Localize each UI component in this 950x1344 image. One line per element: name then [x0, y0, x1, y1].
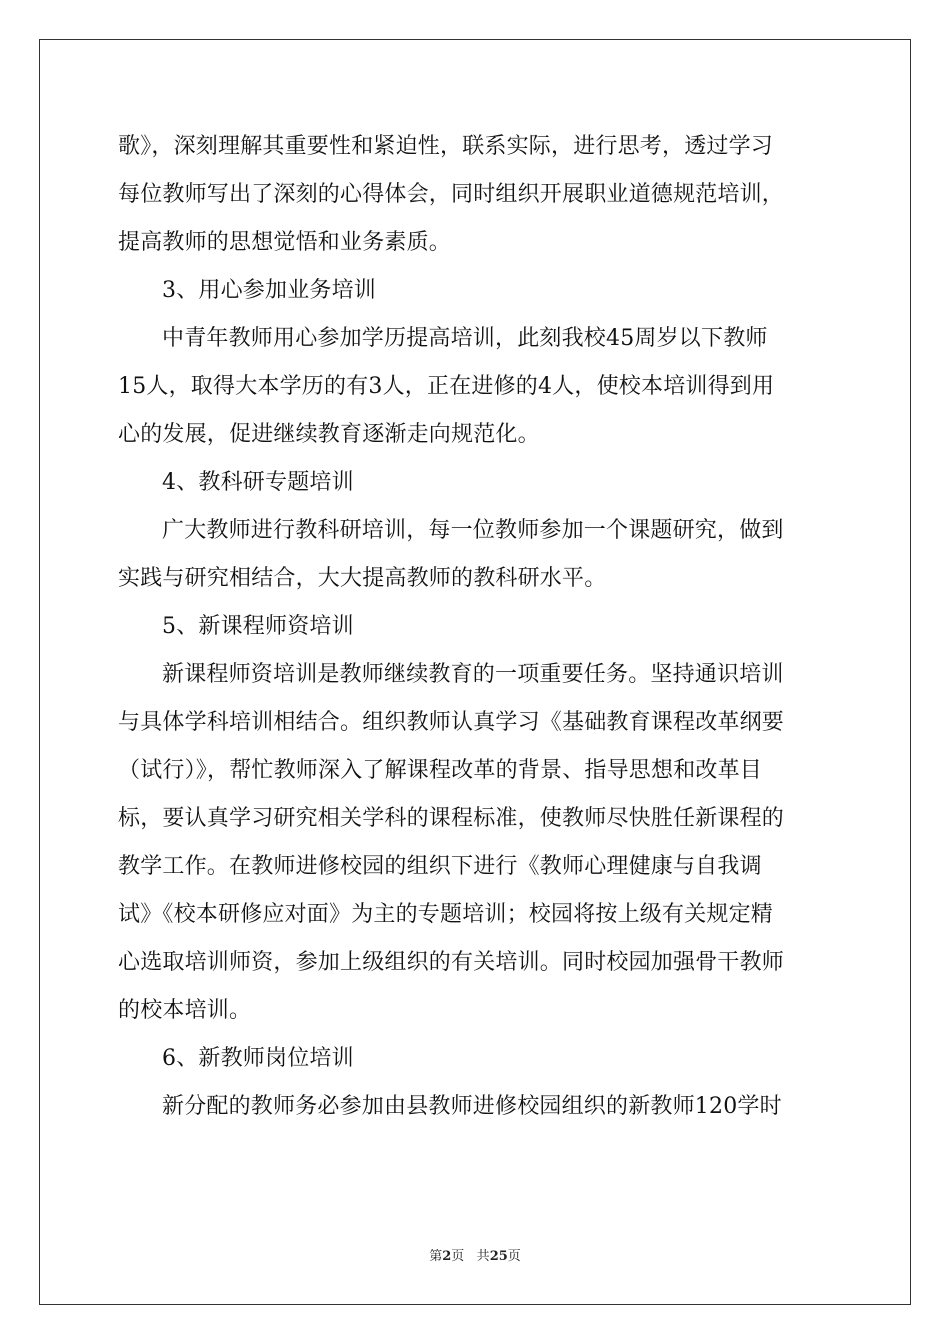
paragraph-line: 教学工作。在教师进修校园的组织下进行《教师心理健康与自我调	[118, 854, 762, 879]
paragraph-line: 15人，取得大本学历的有3人，正在进修的4人，使校本培训得到用	[118, 374, 775, 399]
paragraph-line: 心选取培训师资，参加上级组织的有关培训。同时校园加强骨干教师	[118, 950, 785, 975]
document-body	[118, 123, 832, 1131]
section-heading: 5、新课程师资培训	[162, 614, 354, 639]
footer-total-prefix: 共	[476, 1249, 490, 1264]
paragraph-line: 中青年教师用心参加学历提高培训，此刻我校45周岁以下教师	[162, 326, 768, 351]
footer-prefix: 第	[429, 1249, 443, 1264]
footer-total-pages: 25	[489, 1249, 508, 1264]
section-heading: 6、新教师岗位培训	[162, 1046, 354, 1071]
paragraph-line: 试》《校本研修应对面》为主的专题培训；校园将按上级有关规定精	[118, 902, 774, 927]
footer-page-number: 2	[442, 1249, 452, 1264]
paragraph-line: （试行）》，帮忙教师深入了解课程改革的背景、指导思想和改革目	[118, 758, 763, 783]
page-footer	[0, 1248, 950, 1266]
section-heading: 3、用心参加业务培训	[162, 278, 376, 303]
paragraph-line: 与具体学科培训相结合。组织教师认真学习《基础教育课程改革纲要	[118, 710, 785, 735]
paragraph-line: 提高教师的思想觉悟和业务素质。	[118, 230, 452, 255]
footer-total-unit: 页	[507, 1249, 521, 1264]
paragraph-line: 新课程师资培训是教师继续教育的一项重要任务。坚持通识培训	[162, 662, 784, 687]
paragraph-line: 新分配的教师务必参加由县教师进修校园组织的新教师120学时	[162, 1094, 782, 1119]
paragraph-line: 标，要认真学习研究相关学科的课程标准，使教师尽快胜任新课程的	[118, 806, 785, 831]
section-heading: 4、教科研专题培训	[162, 470, 354, 495]
paragraph-line: 广大教师进行教科研培训，每一位教师参加一个课题研究，做到	[162, 518, 784, 543]
footer-page-unit: 页	[451, 1249, 465, 1264]
paragraph-line: 的校本培训。	[118, 998, 252, 1023]
paragraph-line: 实践与研究相结合，大大提高教师的教科研水平。	[118, 566, 607, 591]
paragraph-line: 歌》，深刻理解其重要性和紧迫性，联系实际，进行思考，透过学习	[118, 134, 774, 159]
paragraph-line: 每位教师写出了深刻的心得体会，同时组织开展职业道德规范培训，	[118, 182, 785, 207]
paragraph-line: 心的发展，促进继续教育逐渐走向规范化。	[118, 422, 540, 447]
